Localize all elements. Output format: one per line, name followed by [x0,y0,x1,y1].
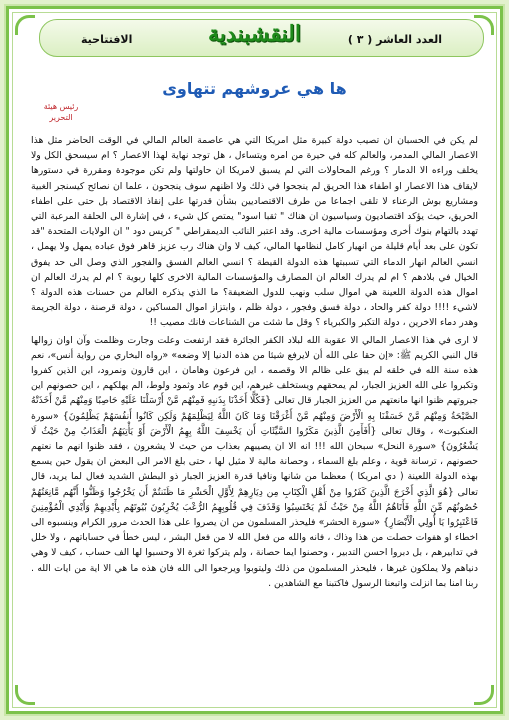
article-title: ها هي عروشهم تتهاوى [162,79,347,98]
page-frame [6,6,503,714]
article-paragraph: لم يكن في الحسبان ان تصيب دولة كبيرة مثل امريكا التي هي عاصمة العالم المالي في الوقت الحاضر مثل هذا الاعصار المالي المدمر، والعالم كله في حيرة من امره ويتساءل ، هل توجد نهاية لهذا الاعصار ؟ ام سيسحق الكل ولا يخلف وراءه الا الدمار ؟ ورغم المحاولات التي لم يسبق لامريكا ان حاولتها ولم تكن موجودة ومقررة في دستورها لايقاف هذا الاعصار او اطفاء هذا الحريق لم ينجحوا في ذلك ولا اظنهم سوف ينجحون ، علما ان نصائح كيسنجر الغبية ومشاريع بوش الرعناء لا تلقى اجماعا من طرف الاقتصاديين بشأن قدرتها على إنقاذ الاقتصاد بل حتى على اطفاء الحريق، حيث يؤكد اقتصاديون وسياسيون ان هناك " ثقبا اسود" يمتص كل شيء ، في إشارة الى الحلقة المرعبة التي تهدد بالتهام بنوك أخرى ومؤسسات مالية اخرى. وقد اعتبر النائب الديمقراطي " كريس دود " ان الولايات المتحدة "قد تكون على بعد أيام قليلة من انهيار كامل لنظامها المالي، كيف لا وان هناك رب عزيز قاهر فوق عباده يمهل ولا يهمل ، انسي العالم انهار الدماء التي تسببتها هذه الدولة القيطة ؟ انسي العالم الفسق والفجور الذي وصل الى حد يفوق الخيال في بلادهم ؟ ام لم يدرك العالم ان المصارف والمؤسسات المالية الاخرى كلها ربوية ؟ ام لم يدرك العالم ان اموال هذه الدولة اللعينة هي اموال سلب ونهب للدول الضعيفة؟ ما الذي يذكره العالم من حسنات هذه الدولة ؟ لاشيء !!!! دولة كفر والحاد ، دولة فسق وفجور ، دولة ظلم ، وابتزاز اموال المساكين ، دولة قرصنة ، دولة الجريمة وهدر دماء الاخرين ، دولة التكبر والكبرياء ؟ وقل ما شئت من الشناعات فانك مصيب !! [31,135,478,329]
article-paragraph: لا ارى في هذا الاعصار المالي الا عقوبة الله لبلاد الكفر الجائرة فقد ارتفعت وعلت وجارت وظلمت وآن اوان زوالها قال النبي الكريم ﷺ: «إن حقا على الله أن لايرفع شيئا من هذه الدنيا إلا وضعه» «رواه البخاري من رواية أنس»، نعم هذه سنة الله في خلقه لم يبق على ظالم الا وقصمه ، اين فرعون وهامان ، اين قارون ونمرود، اين الذين كفروا وتكبروا على الله العزيز الجبار، لم يمحقهم ويستخلف غيرهم، اين قوم عاد وثمود ولوط، الم يهلكهم ، اين حصونهم اين جبروتهم ظنوا انها مانعتهم من العزيز الجبار قال تعالى {فَكُلًّا أَخَذْنَا بِذَنبِهِ فَمِنْهُم مَّنْ أَرْسَلْنَا عَلَيْهِ حَاصِبًا وَمِنْهُم مَّنْ أَخَذَتْهُ الصَّيْحَةُ وَمِنْهُم مَّنْ خَسَفْنَا بِهِ الْأَرْضَ وَمِنْهُم مَّنْ أَغْرَقْنَا وَمَا كَانَ اللَّهُ لِيَظْلِمَهُمْ وَلَكِن كَانُوا أَنفُسَهُمْ يَظْلِمُونَ} «سورة العنكبوت» ، وقال تعالى {أَفَأَمِنَ الَّذِينَ مَكَرُوا السَّيِّئَاتِ أَن يَخْسِفَ اللَّهُ بِهِمُ الْأَرْضَ أَوْ يَأْتِيَهُمُ الْعَذَابُ مِنْ حَيْثُ لَا يَشْعُرُونَ} «سورة النحل» سبحان الله !!! انه الا ان يصيبهم بعذاب من حيث لا يشعرون ، فقد ظنوا انهم ما نعتهم حصونهم ، ترسانة قوية ، وعلم بلغ السماء ، وحصانة مالية لا مثيل لها ، حتى بلغ الامر الى البعض ان يقول حين يسمع بهذه الدولة اللعينة ( دي امريكا ) معظما من شانها ونافيا قدرة العزيز الجبار ذو البطش الشديد فعال لما يريد، قال تعالى {هُوَ الَّذِي أَخْرَجَ الَّذِينَ كَفَرُوا مِنْ أَهْلِ الْكِتَابِ مِن دِيَارِهِمْ لِأَوَّلِ الْحَشْرِ مَا ظَنَنتُمْ أَن يَخْرُجُوا وَظَنُّوا أَنَّهُم مَّانِعَتُهُمْ حُصُونُهُم مِّنَ اللَّهِ فَأَتَاهُمُ اللَّهُ مِنْ حَيْثُ لَمْ يَحْتَسِبُوا وَقَذَفَ فِي قُلُوبِهِمُ الرُّعْبَ يُخْرِبُونَ بُيُوتَهُم بِأَيْدِيهِمْ وَأَيْدِي الْمُؤْمِنِينَ فَاعْتَبِرُوا يَا أُولِي الْأَبْصَارِ} «سورة الحشر» فليحذر المسلمون من ان يصروا على هذا الحدث مرور الكرام وينسبوه الى اخطاء او هفوات حصلت من هذا وذاك ، فانه والله من فعل الله لا من فعل البشر ، ليس خطأ في حساباتهم ، ولا خلل في تدابيرهم ، بل دبروا احسن التدبير ، وحصنوا ايما حصانة ، ولم يتركوا ثغرة الا وحسبوا لها الف حساب ، كيف لا وهي دنياهم ولا يملكون غيرها ، فليحذر المسلمون من ذلك وليتوبوا ويرجعوا الى الله فان هذه ما هي الا اية من ايات الله . ربنا امنا بما انزلت واتبعنا الرسول فاكتبنا مع الشاهدين . [31,334,478,589]
author-role: رئيس هيئة التحرير [43,102,79,122]
journal-title: النقشبندية [208,21,301,47]
section-label: الافتتاحية [81,33,133,46]
issue-number: العدد العاشر ( ٣ ) [347,33,442,46]
article-body [31,133,478,687]
